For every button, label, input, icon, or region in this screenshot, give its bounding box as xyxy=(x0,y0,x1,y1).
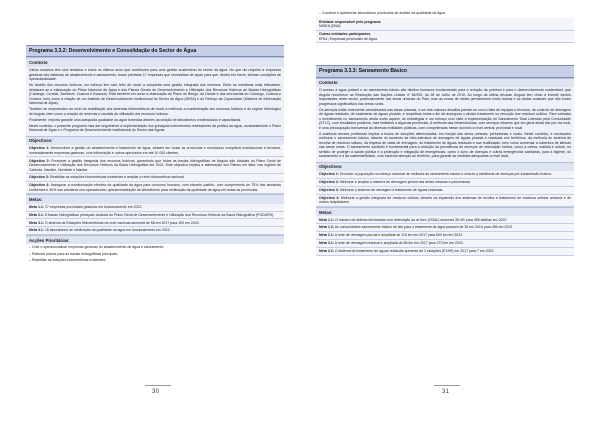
contexto-heading: Contexto xyxy=(26,57,284,66)
objectivo-row-text: Envolver a população no esforço nacional de melhoria do saneamento básico e reduzir a incidência de doenças por transmissão hídrica. xyxy=(339,172,552,177)
objectivo-row xyxy=(26,182,284,194)
acao-item: – Elaborar planos para as bacias hidrográficas principais; xyxy=(29,251,118,256)
metas-heading: Metas: xyxy=(316,207,574,216)
meta-row-label: Meta 4.1: xyxy=(29,228,44,233)
right-page xyxy=(316,8,574,256)
footer-rule xyxy=(145,385,171,386)
meta-row-text: 8 bacias hidrográficas principais dotadas do Plano Geral de Desenvolvimento e Utilização dos Recursos Hídricos da Bacia Hidrográfica (PGDURH). xyxy=(43,212,275,217)
contexto-body xyxy=(26,67,284,136)
meta-row-label: Meta 2.1: xyxy=(29,212,44,217)
objectivo-row-label: Objectivo 4: xyxy=(319,195,340,200)
entidade-value: MINEA (DNA) xyxy=(319,24,341,29)
meta-row-label: Meta 1.1: xyxy=(319,217,334,222)
meta-row xyxy=(316,232,574,240)
acao-item: – Reabilitar as estações hidrométricas existentes; xyxy=(29,257,107,262)
meta-row-label: Meta 3.1: xyxy=(319,241,334,246)
objectivos-heading: Objectivos: xyxy=(26,136,284,145)
page-number: 31 xyxy=(442,389,450,395)
meta-row xyxy=(26,219,284,227)
objectivo-row-label: Objectivo 1: xyxy=(319,172,340,177)
objectivo-row-label: Objectivo 2: xyxy=(319,180,340,185)
objectivo-row xyxy=(316,171,574,179)
meta-row-text: O sistema de Estações Hidrométricas na rede nacional aumenta de 58 em 2017 para 100 em 2022. xyxy=(43,220,200,225)
metas-heading: Metas: xyxy=(26,194,284,203)
objectivo-row-text: Melhorar a gestão integrada de resíduos sólidos, através da expansão dos sistemas de recolha e tratamento de resíduos sólidos urbanos e de outros hospitalares. xyxy=(319,195,571,205)
objectivo-row xyxy=(316,195,574,207)
objectivo-row-label: Objectivo 3: xyxy=(29,175,50,180)
contexto-paragraph: No âmbito dos recursos hídricos, um esforço tem sido feito de modo a completar uma gestão integrada dos mesmos. Entre as iniciativas mais relevantes, destacam-se a elaboração do Plano Nacional de Água e dos Planos Gerais de Desenvolvimento e Utilização dos Recursos Hídricos de Bacias Hidrográficas (Cubango, Cuvelai, Zambeze, Cuanza e Kwanza). Está também em curso a elaboração do Plano do Bengo, do Dande e das sub-bacias do Cubango, Cuanza e Cunene, bem como a criação de um Instituto de Desenvolvimento Institucional do Sector da Água (IDISA) e do Reforço da Capacidade (Sistema de Informação Nacional de Água). xyxy=(29,83,281,106)
meta-row xyxy=(26,212,284,220)
meta-row xyxy=(316,224,574,232)
meta-row-text: O número de aldeias declaradas com defecação ao ar livre (ODAL) aumenta 35,4% para 455 aldeias em 2022. xyxy=(333,217,508,222)
meta-row-label: Meta 1.1: xyxy=(29,204,44,209)
metas-list xyxy=(26,204,284,235)
objectivo-row xyxy=(26,157,284,174)
objectivos-list xyxy=(26,145,284,194)
footer-rule xyxy=(434,385,460,386)
objectivo-row xyxy=(316,179,574,187)
continuation-item: – Construir e apetrechar laboratórios provinciais de análise da qualidade da água. xyxy=(319,10,447,15)
objectivo-row-label: Objectivo 2: xyxy=(29,158,50,163)
meta-row xyxy=(316,248,574,256)
objectivo-row-text: Assegurar a monitorização efectiva da qualidade da água para consumo humano, com elevado padrão, com cumprimento de 75% das amostras conformes e 40% nas amostras nos operacionais; operacionalização de laboratórios para verificação da qualidade da água em todas as províncias. xyxy=(29,183,281,192)
meta-row xyxy=(26,204,284,212)
metas-list xyxy=(316,216,574,255)
left-page xyxy=(26,8,284,263)
acao-item: – Criar e operacionalizar empresas gestoras do abastecimento de água e saneamento; xyxy=(29,245,165,250)
objectivo-row xyxy=(26,145,284,157)
objectivo-row-label: Objectivo 4: xyxy=(29,183,50,188)
meta-row-text: A rede de drenagem pluvial é ampliada de 115 km em 2017 para 600 km em 2022. xyxy=(333,233,464,238)
meta-row-text: As comunidades saneamento básico de leis para o tratamento de água passam de 35 em 2016 para 456 em 2022. xyxy=(333,225,514,230)
objectivo-row-label: Objectivo 3: xyxy=(319,188,340,192)
meta-row xyxy=(26,227,284,235)
objectivo-row xyxy=(316,187,574,195)
meta-row-label: Meta 3.1: xyxy=(29,220,44,225)
acoes-heading: Acções Prioritárias: xyxy=(26,235,284,244)
meta-row-label: Meta 3.2: xyxy=(319,248,334,253)
objectivo-row xyxy=(26,174,284,182)
entidade-block xyxy=(316,18,574,30)
contexto-paragraph: Finalmente, importa garantir uma adequada qualidade da água fornecida através da criação de laboratórios credenciados e capacitados. xyxy=(29,117,242,122)
program-title: Programa 3.3.3: Saneamento Básico xyxy=(316,65,574,77)
objectivo-row-text: Melhorar o sistema de drenagem e tratamento de águas residuais. xyxy=(339,188,444,192)
contexto-paragraph: Os serviços estão fortemente centralizados nas áreas urbanas, e um dos maiores desafios prende-se com a falta de equipas e técnicos, de controlo de drenagem de águas residuais, de tratamento de águas pluviais, e respetivas todas a fim de assegurar o devido tratamento ou remoção dos resíduos sólidos. Para colmatar o investimento no saneamento ainda muito aquém, as estratégias e um esforço com vista à implementação do Saneamento Total Liderado pela Comunidade (STLC), com resultados positivos, mas limitados a algumas províncias. A melhoria das infraestruturas, com serviços urbanos que em geral ainda são por via rural, é uma preocupação transversal às diversas entidades públicas, com competências nesse domínio a nível central, provincial e local. xyxy=(319,107,571,130)
meta-row xyxy=(316,216,574,224)
objectivo-row-text: Promover a gestão integrada dos recursos hídricos, garantindo que todas as bacias hidrográficas de Angola são dotadas do Plano Geral de Desenvolvimento e Utilização dos Recursos Hídricos da Bacia Hidrográfica até 2022. Este objectivo implica a elaboração dos Planos em falta, nas regiões de Cabinda, Namibe, Nordeste e Nambe. xyxy=(29,158,281,172)
meta-row-text: 18 laboratórios de verificação da qualidade da água em funcionamento em 2022. xyxy=(43,228,171,233)
meta-row-label: Meta 1.2: xyxy=(319,225,334,230)
objectivos-list xyxy=(316,171,574,207)
contexto-paragraph: A ausência desses problemas implica a busca de soluções diferenciadas, em função das áreas urbanas, periurbanas e rurais. Neste contexto, é necessário melhorar o saneamento básico, através do aumento da infra-estrutura de drenagem de águas pluviais e residuais nos territórios, da melhoria do sistema de recolha de resíduos sólidos, da limpeza de valas de drenagem, do tratamento de águas residuais e sua reutilização, bem como aumentar a cobertura de latrinas nas áreas rurais. O saneamento sanitário é fundamental para a redução da prevalência de doenças de veiculação hídrica, como a cólera, malária e outras, no sentido de proteger a saúde pública e a protecção e mitigação de emergências, como o surto de doenças e outras emergências sanitárias, para a higiene, do saneamento e a da sustentabilidade, com especial atenção ao território, para garantir as medidas adequadas a nível local. xyxy=(319,131,571,159)
contexto-paragraph: Também se empreendeu ao nível da reabilitação dos sistemas hidrométricos de modo a melhorar a monitorização dos recursos hídricos e do regime hidrológico de Angola, bem como a criação de reservas e caudais de utilização dos recursos hídricos. xyxy=(29,107,281,116)
meta-row-text: A rede de drenagem residual é ampliada de 85 km em 2017 para 270 km em 2022. xyxy=(333,241,464,246)
contexto-heading: Contexto xyxy=(316,78,574,87)
acoes-list xyxy=(26,244,284,263)
contexto-paragraph: Neste contexto, o presente programa visa dar seguimento à implementação dos principais instrumentos orientadores da política da água, nomeadamente o Plano Nacional de Água e o Programa de Desenvolvimento Institucional do Sector das Águas. xyxy=(29,123,281,133)
outras-block xyxy=(316,31,574,43)
objectivos-heading: Objectivos: xyxy=(316,162,574,171)
objectivo-row-text: Desenvolver a gestão do abastecimento e tratamento de água, através em todas as províncias e municípios completos institucionais e técnicos, nomeadamente empresas gestoras, com informação e outros aprovados em até 10.000 clientes. xyxy=(29,146,281,155)
meta-row-text: O sistema de tratamento de águas residuais aumenta de 2 estações (ETAR) em 2017 para 7 em 2022. xyxy=(333,248,495,253)
contexto-body xyxy=(316,87,574,162)
objectivo-row-text: Reabilitar as estações hidrométricas existentes e ampliar a rede hidrométrica nacional. xyxy=(49,175,185,180)
meta-row-text: 17 empresas provinciais gestoras em funcionamento em 2022. xyxy=(43,204,143,209)
outras-label: Outras entidades participantes xyxy=(319,31,371,36)
objectivo-row-text: Melhorar e ampliar o sistema de drenagem pluvial nas áreas urbanas e periurbanas. xyxy=(339,180,471,185)
top-space xyxy=(26,8,284,45)
contexto-paragraph: Vários modelos têm sido testados e todos os últimos anos que contribuem para uma gestão sustentável do sector da água. No que diz respeito a empresas gestoras dos sistemas de abastecimento e saneamento, foram previstas 17 empresas que necessitam de apoio para que, dentro em breve, tenham condições de operacionalidade. xyxy=(29,68,281,82)
page-number: 30 xyxy=(152,389,160,395)
meta-row xyxy=(316,240,574,248)
outras-value: EPAL; Empresas provinciais de Água xyxy=(319,36,377,41)
program-title: Programa 3.3.2: Desenvolvimento e Consolidação do Sector de Água xyxy=(26,45,284,57)
meta-row-label: Meta 2.1: xyxy=(319,233,334,238)
entidade-label: Entidade responsável pelo programa xyxy=(319,19,381,24)
objectivo-row-label: Objectivo 1: xyxy=(29,146,50,151)
contexto-paragraph: O acesso à água potável e ao saneamento básico são direitos humanos fundamentais para a redução da pobreza e para o desenvolvimento sustentável, que Angola reconhece na Resolução das Nações Unidas nº 64/292, de 28 de Julho de 2010. Ao longo da última década, Angola tem vindo a investir fundos importantes neste sector, particularmente nas áreas urbanas do País, mas as zonas de várias permanecem muito baixas e as dadas mostram que não foram progressos significativos nas áreas rurais. xyxy=(319,88,571,106)
section-gap xyxy=(316,43,574,65)
